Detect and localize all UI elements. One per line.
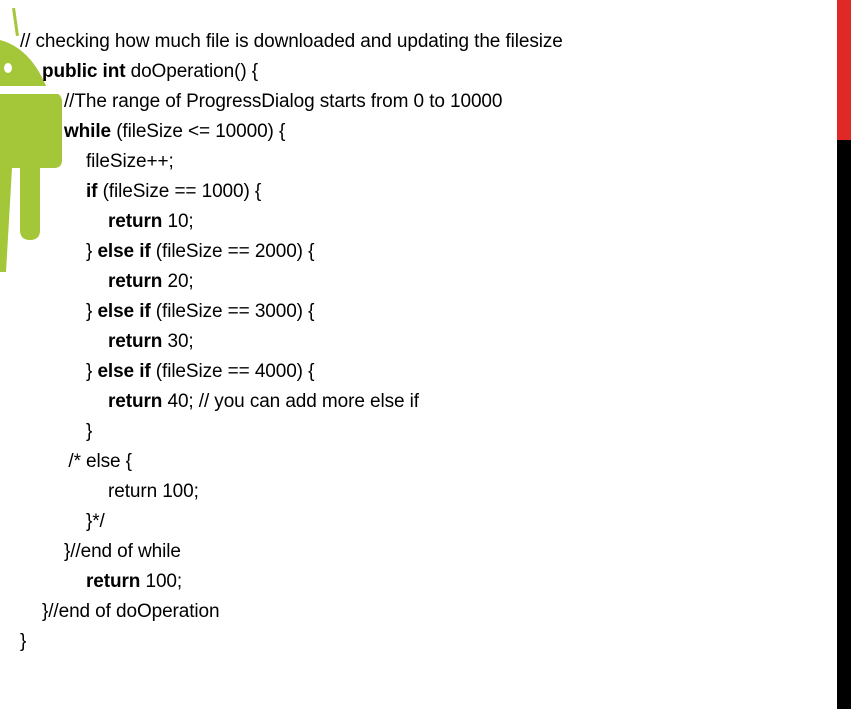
code-line <box>64 121 285 143</box>
code-line <box>108 481 199 503</box>
code-text: //The range of ProgressDialog starts from 0 to 10000 <box>64 91 503 112</box>
code-text: (fileSize == 1000) { <box>97 181 262 202</box>
code-text: /* else { <box>68 451 132 472</box>
code-text: (fileSize == 2000) { <box>150 241 315 262</box>
code-line <box>86 511 105 533</box>
code-line <box>64 91 502 113</box>
code-text: }//end of doOperation <box>42 601 220 622</box>
code-keyword: else if <box>97 361 151 382</box>
accent-bar-black <box>837 140 851 709</box>
code-text: 40; // you can add more else if <box>162 391 419 412</box>
code-line <box>20 31 563 53</box>
code-line <box>86 241 314 263</box>
code-text: } <box>86 301 98 322</box>
code-line <box>68 451 132 473</box>
code-line <box>86 361 314 383</box>
code-text: 20; <box>162 271 194 292</box>
code-text: 100; <box>140 571 183 592</box>
code-text: } <box>20 631 27 652</box>
code-keyword: return <box>108 271 163 292</box>
code-keyword: if <box>86 181 98 202</box>
code-line <box>86 571 182 593</box>
code-line <box>42 601 219 623</box>
code-text: }*/ <box>86 511 105 532</box>
code-text: // checking how much file is downloaded and updating the filesize <box>20 31 563 52</box>
code-keyword: while <box>64 121 112 142</box>
code-line <box>64 541 181 563</box>
code-line <box>108 271 194 293</box>
code-text: } <box>86 421 93 442</box>
accent-bar-red <box>837 0 851 140</box>
code-line <box>108 211 194 233</box>
code-text: doOperation() { <box>125 61 258 82</box>
code-text: 30; <box>162 331 194 352</box>
code-text: return 100; <box>108 481 199 502</box>
code-keyword: else if <box>97 241 151 262</box>
code-line <box>108 331 194 353</box>
code-line <box>86 181 261 203</box>
code-text: 10; <box>162 211 194 232</box>
code-keyword: return <box>108 211 163 232</box>
code-line <box>86 301 314 323</box>
code-text: (fileSize == 3000) { <box>150 301 315 322</box>
code-line <box>20 631 26 653</box>
code-text: (fileSize <= 10000) { <box>111 121 286 142</box>
code-keyword: return <box>86 571 141 592</box>
code-line <box>86 421 92 443</box>
code-text: }//end of while <box>64 541 181 562</box>
code-text: (fileSize == 4000) { <box>150 361 315 382</box>
code-line <box>108 391 419 413</box>
code-text: } <box>86 241 98 262</box>
code-keyword: return <box>108 391 163 412</box>
code-keyword: return <box>108 331 163 352</box>
code-line <box>42 61 258 83</box>
code-keyword: public int <box>42 61 126 82</box>
code-text: fileSize++; <box>86 151 174 172</box>
code-keyword: else if <box>97 301 151 322</box>
code-text: } <box>86 361 98 382</box>
code-line <box>86 151 174 173</box>
